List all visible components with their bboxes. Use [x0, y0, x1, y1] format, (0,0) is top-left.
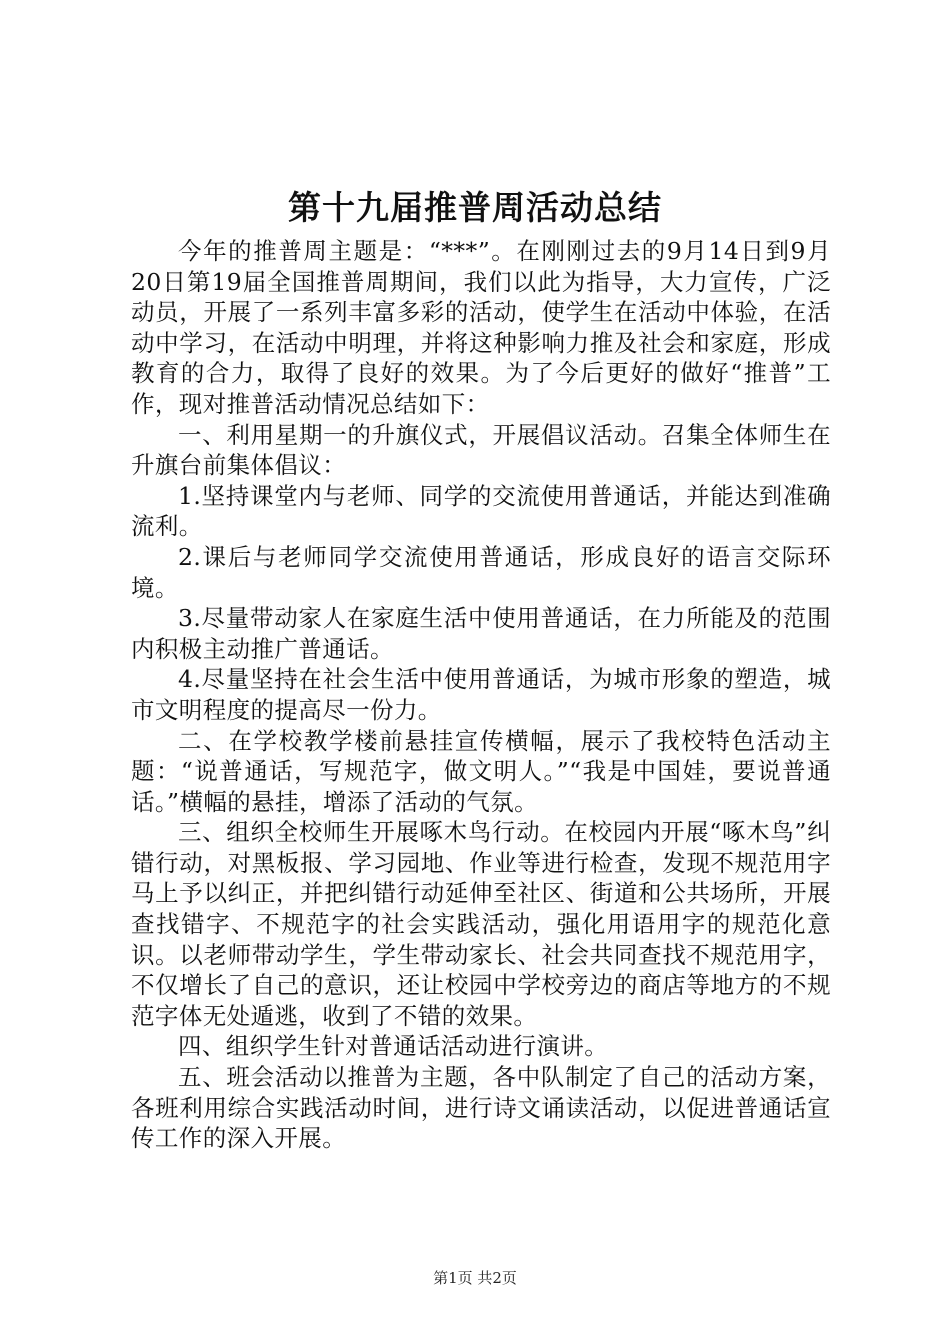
- paragraph-section-one: 一、利用星期一的升旗仪式，开展倡议活动。召集全体师生在升旗台前集体倡议：: [131, 420, 831, 480]
- paragraph-section-four: 四、组织学生针对普通话活动进行演讲。: [178, 1032, 609, 1061]
- paragraph-intro: 今年的推普周主题是：“***”。在刚刚过去的9月14日到9月20日第19届全国推普周期间，我们以此为指导，大力宣传，广泛动员，开展了一系列丰富多彩的活动，使学生在活动中体验，在活动中学习，在活动中明理，并将这种影响力推及社会和家庭，形成教育的合力，取得了良好的效果。为了今后更好的做好“推普”工作，现对推普活动情况总结如下：: [131, 237, 831, 418]
- paragraph-item-4: 4.尽量坚持在社会生活中使用普通话，为城市形象的塑造，城市文明程度的提高尽一份力。: [131, 665, 831, 724]
- page-number-footer: 第1页 共2页: [433, 1269, 517, 1287]
- paragraph-item-2: 2.课后与老师同学交流使用普通话，形成良好的语言交际环境。: [131, 542, 831, 602]
- document-title: 第十九届推普周活动总结: [288, 188, 662, 227]
- paragraph-section-five: 五、班会活动以推普为主题，各中队制定了自己的活动方案，各班利用综合实践活动时间，进行诗文诵读活动，以促进普通话宣传工作的深入开展。: [131, 1063, 831, 1153]
- document-body: [131, 236, 831, 1154]
- paragraph-item-3: 3.尽量带动家人在家庭生活中使用普通话，在力所能及的范围内积极主动推广普通话。: [131, 604, 831, 663]
- paragraph-item-1: 1.坚持课堂内与老师、同学的交流使用普通话，并能达到准确流利。: [131, 481, 831, 541]
- paragraph-section-two: 二、在学校教学楼前悬挂宣传横幅，展示了我校特色活动主题：“说普通话，写规范字，做文明人。”“我是中国娃，要说普通话。”横幅的悬挂，增添了活动的气氛。: [131, 726, 831, 816]
- paragraph-section-three: 三、组织全校师生开展啄木鸟行动。在校园内开展“啄木鸟”纠错行动，对黑板报、学习园地、作业等进行检查，发现不规范用字马上予以纠正，并把纠错行动延伸至社区、街道和公共场所，开展查找错字、不规范字的社会实践活动，强化用语用字的规范化意识。以老师带动学生，学生带动家长、社会共同查找不规范用字，不仅增长了自己的意识，还让校园中学校旁边的商店等地方的不规范字体无处遁逃，收到了不错的效果。: [131, 818, 831, 1030]
